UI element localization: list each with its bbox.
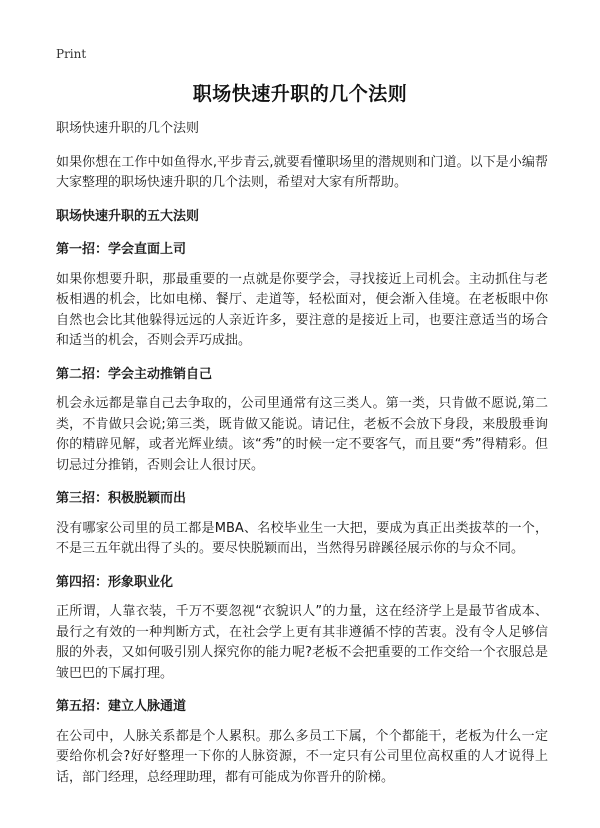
step-4-paragraph: 正所谓，人靠衣装，千万不要忽视“衣貌识人”的力量，这在经济学上是最节省成本、最行之有效的一种判断方式，在社会学上更有其非遵循不悖的苦衷。没有令人足够信服的外表，又如何吸引别人探究你的能力呢?老板不会把重要的工作交给一个衣服总是皱巴巴的下属打理。	[56, 604, 548, 681]
step-5-heading: 第五招：建立人脉通道	[56, 699, 187, 714]
article-subtitle: 职场快速升职的几个法则	[56, 121, 200, 136]
step-5-paragraph: 在公司中，人脉关系都是个人累积。那么多员工下属，个个都能干，老板为什么一定要给你机会?好好整理一下你的人脉资源，不一定只有公司里位高权重的人才说得上话，部门经理，总经理助理，都有可能成为你晋升的阶梯。	[56, 728, 548, 785]
step-3-paragraph: 没有哪家公司里的员工都是MBA、名校毕业生一大把，要成为真正出类拔萃的一个，不是三五年就出得了头的。要尽快脱颖而出，当然得另辟蹊径展示你的与众不同。	[56, 520, 548, 556]
step-2-paragraph: 机会永远都是靠自己去争取的，公司里通常有这三类人。第一类，只肯做不愿说,第二类，不肯做只会说;第三类，既肯做又能说。请记住，老板不会放下身段，来殷殷垂询你的精辟见解，或者光辉业绩。该“秀”的时候一定不要客气，而且要“秀”得精彩。但切忌过分推销，否则会让人很讨厌。	[56, 396, 548, 473]
article-body	[56, 119, 548, 801]
print-link[interactable]: Print	[56, 47, 87, 61]
section-heading: 职场快速升职的五大法则	[56, 208, 200, 224]
step-3-heading: 第三招：积极脱颖而出	[56, 491, 187, 506]
page-title: 职场快速升职的几个法则	[192, 83, 408, 105]
step-1-paragraph: 如果你想要升职，那最重要的一点就是你要学会，寻找接近上司机会。主动抓住与老板相遇的机会，比如电梯、餐厅、走道等，轻松面对，便会渐入佳境。在老板眼中你自然也会比其他躲得远远的人亲近许多，要注意的是接近上司，也要注意适当的场合和适当的机会，否则会弄巧成拙。	[56, 271, 548, 348]
step-4-heading: 第四招：形象职业化	[56, 574, 174, 590]
intro-paragraph: 如果你想在工作中如鱼得水,平步青云,就要看懂职场里的潜规则和门道。以下是小编帮大家整理的职场快速升职的几个法则，希望对大家有所帮助。	[56, 154, 548, 190]
step-1-heading: 第一招：学会直面上司	[56, 242, 187, 257]
step-2-heading: 第二招：学会主动推销自己	[56, 366, 213, 382]
